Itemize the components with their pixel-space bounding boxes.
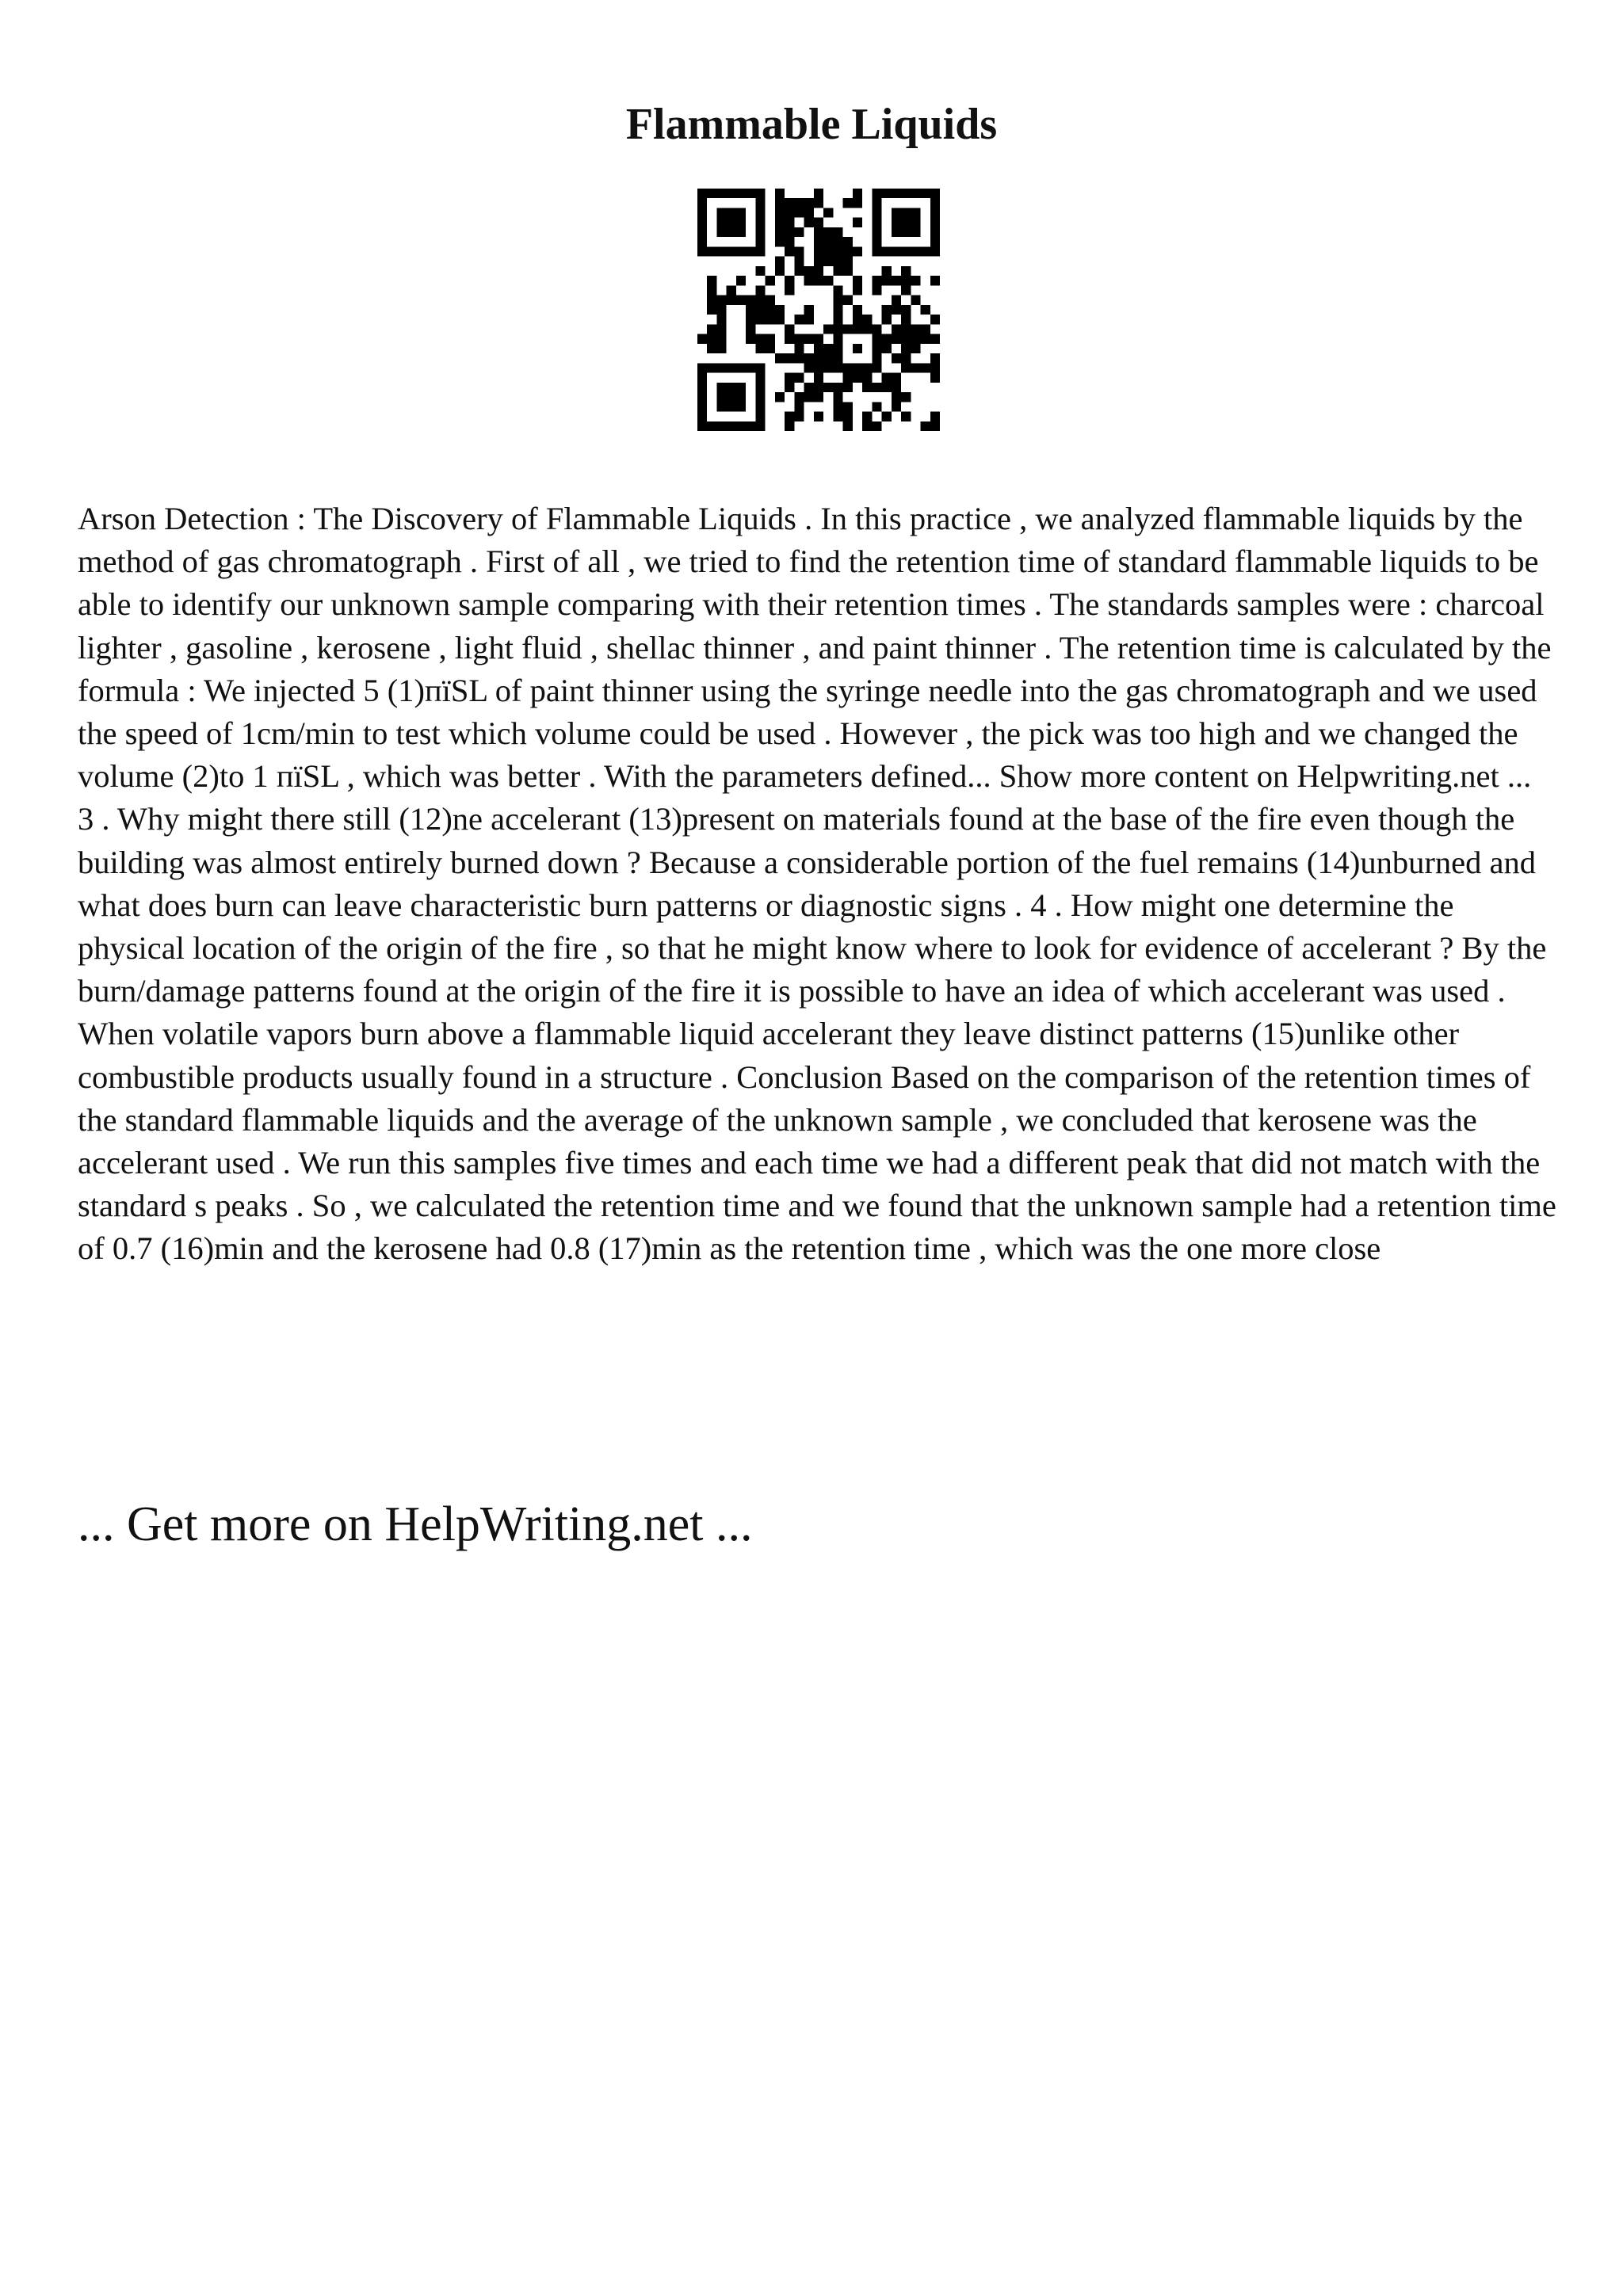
article-paragraph: Arson Detection : The Discovery of Flammable Liquids . In this practice , we analyzed flammable liquids by the method of gas chromatograph . First of all , we tried to find the retention time of standard flammable liquids to be able to identify our unknown sample comparing with their retention times . The standards samples were : charcoal lighter , gasoline , kerosene , light fluid , shellac thinner , and paint thinner . The retention time is calculated by the formula : We injected 5 (1)пїSL of paint thinner using the syringe needle into the gas chromatograph and we used the speed of 1cm/min to test which volume could be used . However , the pick was too high and we changed the volume (2)to 1 пїSL , which was better . With the parameters defined... Show more content on Helpwriting.net ... (78, 501, 1552, 795)
article-paragraph: 3 . Why might there still (12)ne accelerant (13)present on materials found at the base of the fire even though the building was almost entirely burned down ? Because a considerable portion of the fuel remains (14)unburned and what does burn can leave characteristic burn patterns or diagnostic signs . 4 . How might one determine the physical location of the origin of the fire , so that he might know where to look for evidence of accelerant ? By the burn/damage patterns found at the origin of the fire it is possible to have an idea of which accelerant was used . When volatile vapors burn above a flammable liquid accelerant they leave distinct patterns (15)unlike other combustible products usually found in a structure . Conclusion Based on the comparison of the retention times of the standard flammable liquids and the average of the unknown sample , we concluded that kerosene was the accelerant used . We run this samples five times and each time we had a different peak that did not match with the standard s peaks . So , we calculated the retention time and we found that the unknown sample had a retention time of 0.7 (16)min and the kerosene had 0.8 (17)min as the retention time , which was the one more close (78, 801, 1556, 1267)
page-title: Flammable Liquids (625, 100, 998, 149)
article-body (78, 498, 1568, 1271)
qr-code-icon (697, 189, 940, 431)
get-more-link[interactable]: ... Get more on HelpWriting.net ... (78, 1497, 753, 1551)
